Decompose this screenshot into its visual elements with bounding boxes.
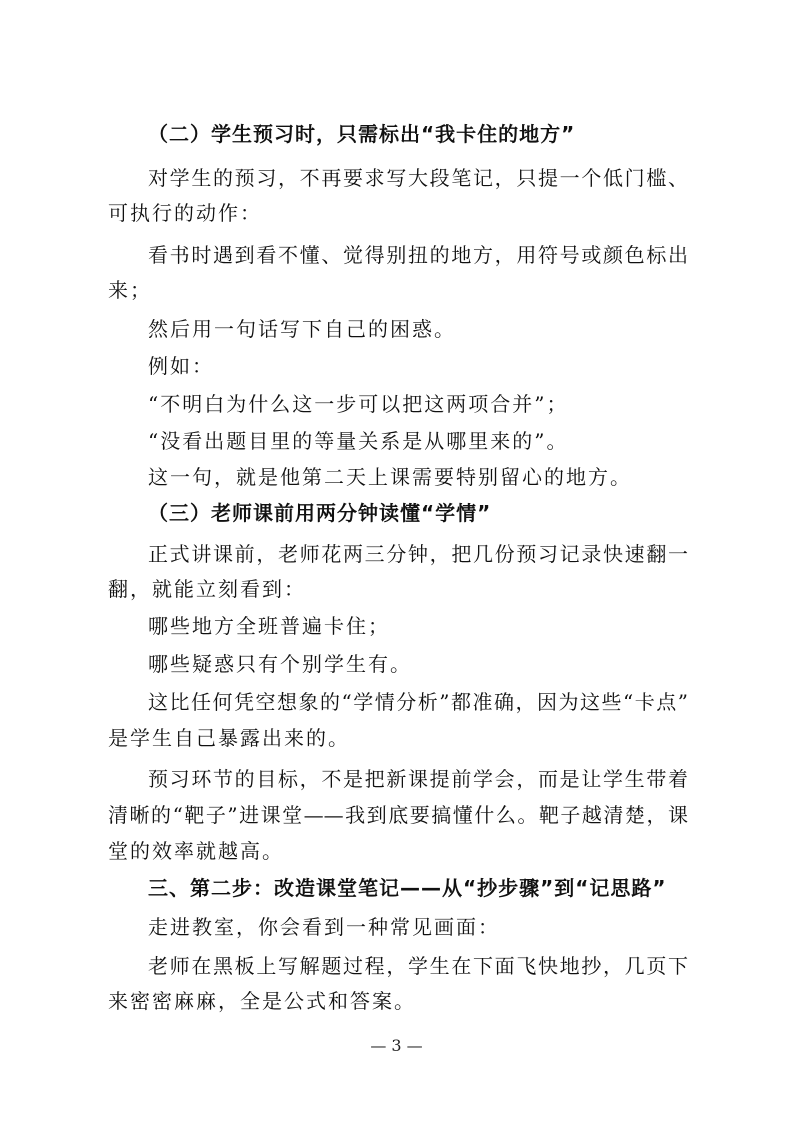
paragraph-line: 堂的效率就越高。 <box>108 839 284 863</box>
paragraph-line: 然后用一句话写下自己的困惑。 <box>148 317 456 341</box>
paragraph-line: 这一句，就是他第二天上课需要特别留心的地方。 <box>148 465 632 489</box>
paragraph-line: 看书时遇到看不懂、觉得别扭的地方，用符号或颜色标出 <box>148 243 688 267</box>
paragraph-line: 对学生的预习，不再要求写大段笔记，只提一个低门槛、 <box>148 166 688 190</box>
paragraph-line: 来密密麻麻，全是公式和答案。 <box>108 989 416 1013</box>
paragraph-line: 走进教室，你会看到一种常见画面： <box>148 915 500 939</box>
paragraph-line: 预习环节的目标，不是把新课提前学会，而是让学生带着 <box>148 767 688 791</box>
paragraph-line: 老师在黑板上写解题过程，学生在下面飞快地抄，几页下 <box>148 954 688 978</box>
chapter-heading: 三、第二步：改造课堂笔记——从“抄步骤”到“记思路” <box>148 876 667 900</box>
paragraph-line: 正式讲课前，老师花两三分钟，把几份预习记录快速翻一 <box>148 542 688 566</box>
paragraph-line: 可执行的动作： <box>108 201 262 225</box>
page-number: — 3 — <box>370 1036 423 1055</box>
paragraph-line: 哪些地方全班普遍卡住； <box>148 614 390 638</box>
paragraph-line: 这比任何凭空想象的“学情分析”都准确，因为这些“卡点” <box>148 690 688 714</box>
paragraph-line: 是学生自己暴露出来的。 <box>108 726 350 750</box>
section-heading-2: （二）学生预习时，只需标出“我卡住的地方” <box>148 122 576 146</box>
paragraph-line: 翻，就能立刻看到： <box>108 577 306 601</box>
quoted-example-line: “没看出题目里的等量关系是从哪里来的”。 <box>148 429 569 453</box>
paragraph-line: 例如： <box>148 354 214 378</box>
paragraph-line: 来； <box>108 278 152 302</box>
paragraph-line: 清晰的“靶子”进课堂——我到底要搞懂什么。靶子越清楚，课 <box>108 803 688 827</box>
paragraph-line: 哪些疑惑只有个别学生有。 <box>148 652 412 676</box>
section-heading-3: （三）老师课前用两分钟读懂“学情” <box>148 501 492 525</box>
quoted-example-line: “不明白为什么这一步可以把这两项合并”； <box>148 392 569 416</box>
